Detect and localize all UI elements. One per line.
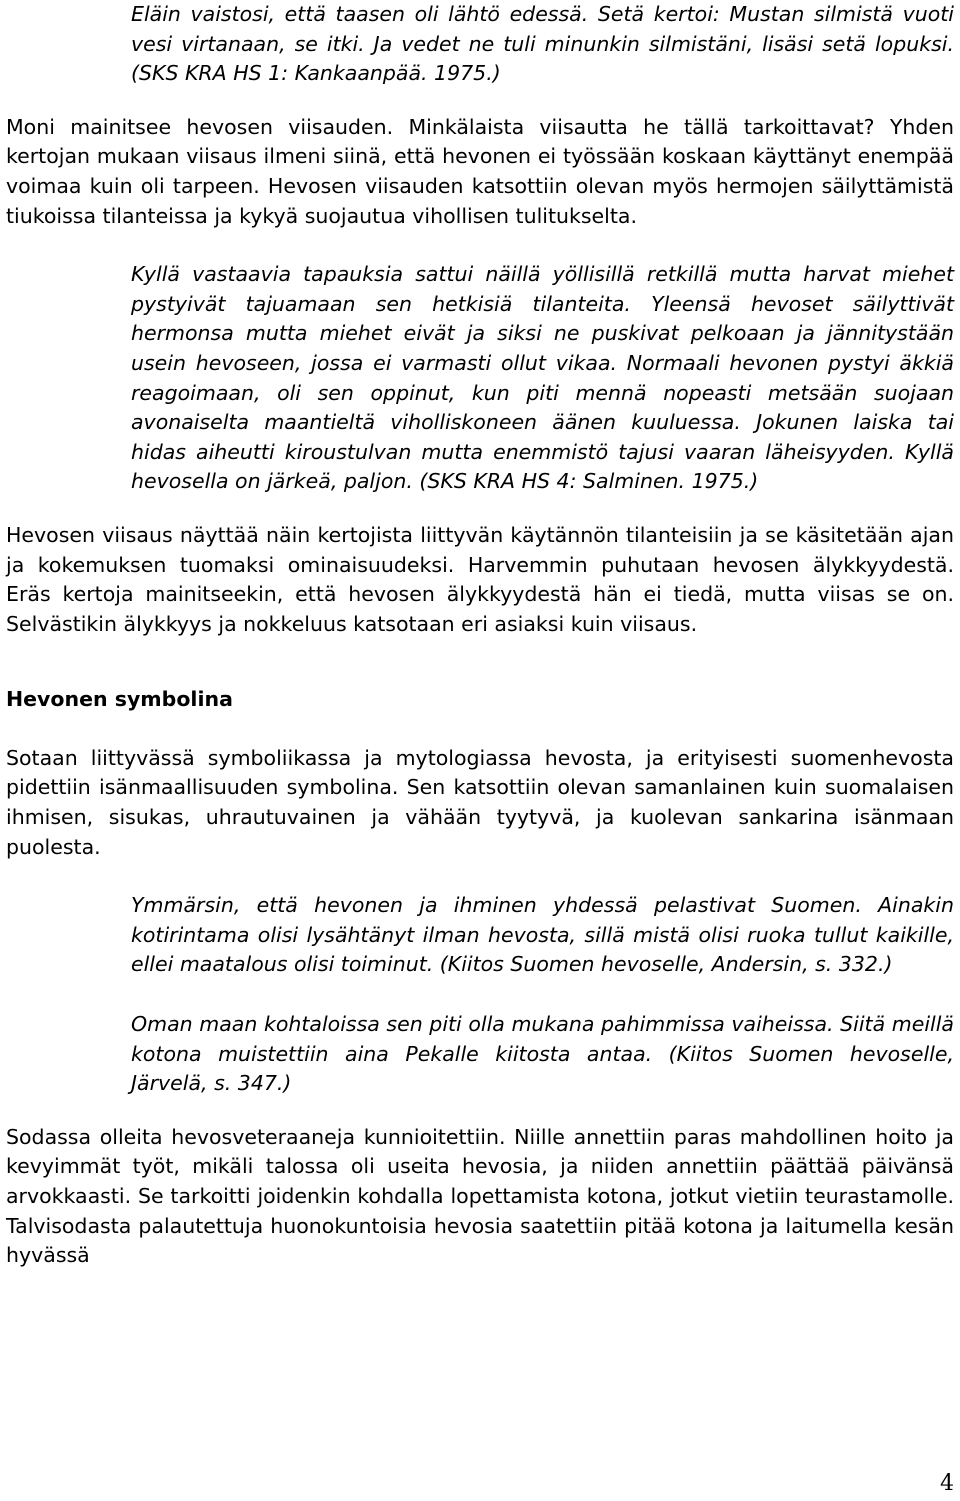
body-paragraph: Hevosen viisaus näyttää näin kertojista liittyvän käytännön tilanteisiin ja se käsitetään ajan ja kokemuksen tuomaksi ominaisuudeksi. Harvemmin puhutaan hevosen älykkyydestä. Eräs kertoja mainitseekin, että hevosen älykkyydestä hän ei tiedä, mutta viisas se on. Selvästikin älykkyys ja nokkeluus katsotaan eri asiaksi kuin viisaus. xyxy=(6,522,954,636)
document-page xyxy=(6,0,954,1271)
body-paragraph: Sodassa olleita hevosveteraaneja kunnioitettiin. Niille annettiin paras mahdollinen hoito ja kevyimmät työt, mikäli talossa oli useita hevosia, ja niiden annettiin päättää päivänsä arvokkaasti. Se tarkoitti joidenkin kohdalla lopettamista kotona, jotkut vietiin teurastamolle. Talvisodasta palautettuja huonokuntoisia hevosia saatettiin pitää kotona ja laitumella kesän hyvässä xyxy=(6,1124,954,1268)
section-heading: Hevonen symbolina xyxy=(6,687,233,712)
quote-block: Ymmärsin, että hevonen ja ihminen yhdessä pelastivat Suomen. Ainakin kotirintama olisi lysähtänyt ilman hevosta, sillä mistä olisi ruoka tullut kaikille, ellei maatalous olisi toiminut. (Kiitos Suomen hevoselle, Andersin, s. 332.) xyxy=(131,893,954,977)
quote-block: Oman maan kohtaloissa sen piti olla mukana pahimmissa vaiheissa. Siitä meillä kotona muistettiin aina Pekalle kiitosta antaa. (Kiitos Suomen hevoselle, Järvelä, s. 347.) xyxy=(131,1012,954,1096)
quote-block: Eläin vaistosi, että taasen oli lähtö edessä. Setä kertoi: Mustan silmistä vuoti vesi virtanaan, se itki. Ja vedet ne tuli minunkin silmistäni, lisäsi setä lopuksi. (SKS KRA HS 1: Kankaanpää. 1975.) xyxy=(131,2,954,86)
quote-block: Kyllä vastaavia tapauksia sattui näillä yöllisillä retkillä mutta harvat miehet pystyivät tajuamaan sen hetkisiä tilanteita. Yleensä hevoset säilyttivät hermonsa mutta miehet eivät ja siksi ne puskivat pelkoaan ja jännitystään usein hevoseen, jossa ei varmasti ollut vikaa. Normaali hevonen pystyi äkkiä reagoimaan, oli sen oppinut, kun piti mennä nopeasti metsään suojaan avonaiselta maantieltä viholliskoneen äänen kuuluessa. Jokunen laiska tai hidas aiheutti kiroustulvan mutta enemmistö tajusi vaaran läheisyyden. Kyllä hevosella on järkeä, paljon. (SKS KRA HS 4: Salminen. 1975.) xyxy=(131,262,954,494)
body-paragraph: Moni mainitsee hevosen viisauden. Minkälaista viisautta he tällä tarkoittavat? Yhden kertojan mukaan viisaus ilmeni siinä, että hevonen ei työssään koskaan käyttänyt enempää voimaa kuin oli tarpeen. Hevosen viisauden katsottiin olevan myös hermojen säilyttämistä tiukoissa tilanteissa ja kykyä suojautua vihollisen tulitukselta. xyxy=(6,114,954,228)
page-number: 4 xyxy=(940,1471,954,1496)
body-paragraph: Sotaan liittyvässä symboliikassa ja mytologiassa hevosta, ja erityisesti suomenhevosta pidettiin isänmaallisuuden symbolina. Sen katsottiin olevan samanlainen kuin suomalaisen ihmisen, sisukas, uhrautuvainen ja vähään tyytyvä, ja kuolevan sankarina isänmaan puolesta. xyxy=(6,745,954,859)
